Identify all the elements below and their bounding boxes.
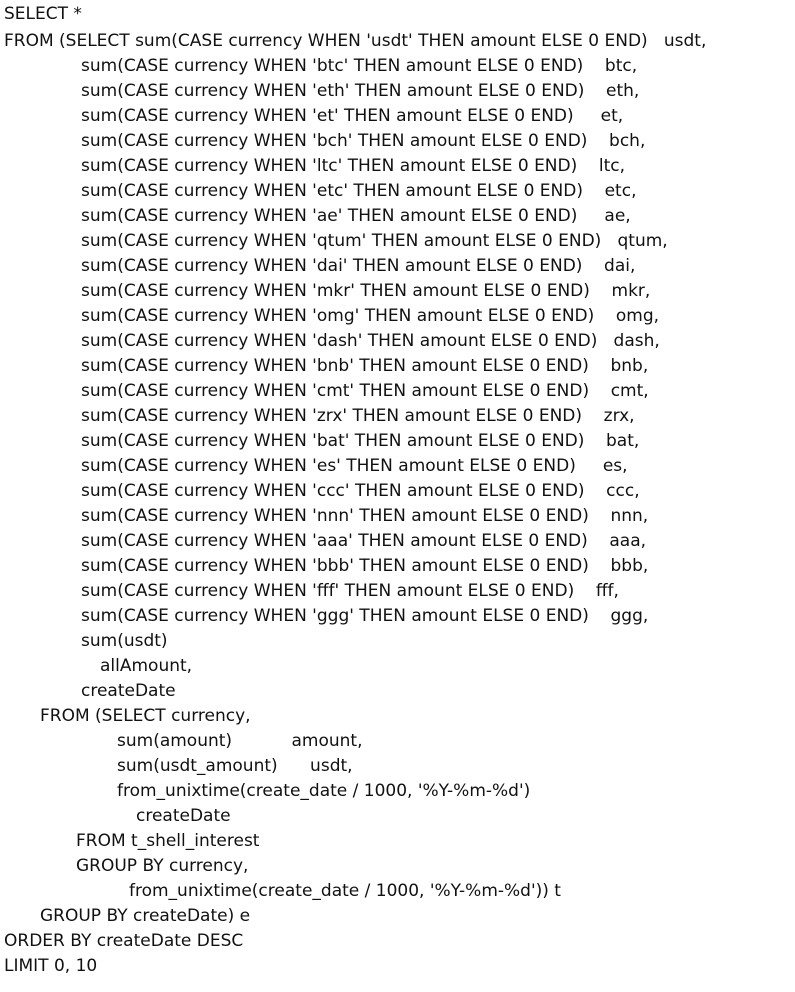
code-line: sum(CASE currency WHEN 'dai' THEN amount ELSE 0 END) dai, (81, 256, 636, 276)
code-line: sum(CASE currency WHEN 'omg' THEN amount ELSE 0 END) omg, (81, 306, 660, 326)
code-line: sum(CASE currency WHEN 'bnb' THEN amount ELSE 0 END) bnb, (81, 356, 649, 376)
code-line: SELECT * (4, 4, 82, 24)
code-line: sum(CASE currency WHEN 'bbb' THEN amount ELSE 0 END) bbb, (81, 556, 649, 576)
code-line: sum(CASE currency WHEN 'ltc' THEN amount ELSE 0 END) ltc, (81, 156, 625, 176)
code-line: FROM (SELECT currency, (40, 706, 251, 726)
code-line: sum(usdt) (81, 631, 168, 651)
code-line: sum(CASE currency WHEN 'et' THEN amount ELSE 0 END) et, (81, 106, 624, 126)
code-line: sum(CASE currency WHEN 'mkr' THEN amount ELSE 0 END) mkr, (81, 281, 651, 301)
code-line: sum(CASE currency WHEN 'es' THEN amount ELSE 0 END) es, (81, 456, 628, 476)
code-line: sum(CASE currency WHEN 'etc' THEN amount ELSE 0 END) etc, (81, 181, 637, 201)
code-line: sum(CASE currency WHEN 'btc' THEN amount ELSE 0 END) btc, (81, 56, 638, 76)
code-line: sum(CASE currency WHEN 'aaa' THEN amount ELSE 0 END) aaa, (81, 531, 647, 551)
code-line: allAmount, (100, 656, 193, 676)
code-line: sum(CASE currency WHEN 'ccc' THEN amount ELSE 0 END) ccc, (81, 481, 640, 501)
code-line: GROUP BY currency, (76, 856, 249, 876)
code-line: FROM t_shell_interest (76, 831, 260, 851)
code-line: sum(amount) amount, (117, 731, 363, 751)
code-line: sum(CASE currency WHEN 'ae' THEN amount ELSE 0 END) ae, (81, 206, 631, 226)
code-line: sum(usdt_amount) usdt, (117, 756, 353, 776)
code-line: ORDER BY createDate DESC (4, 931, 244, 951)
code-line: createDate (136, 806, 231, 826)
code-line: sum(CASE currency WHEN 'ggg' THEN amount ELSE 0 END) ggg, (81, 606, 649, 626)
code-line: GROUP BY createDate) e (40, 906, 251, 926)
code-line: sum(CASE currency WHEN 'zrx' THEN amount ELSE 0 END) zrx, (81, 406, 635, 426)
code-line: LIMIT 0, 10 (4, 956, 98, 976)
code-line: sum(CASE currency WHEN 'nnn' THEN amount ELSE 0 END) nnn, (81, 506, 649, 526)
code-line: from_unixtime(create_date / 1000, '%Y-%m-%d') (117, 781, 531, 801)
code-line: sum(CASE currency WHEN 'qtum' THEN amount ELSE 0 END) qtum, (81, 231, 668, 251)
code-line: from_unixtime(create_date / 1000, '%Y-%m-%d')) t (129, 881, 561, 901)
code-line: sum(CASE currency WHEN 'fff' THEN amount ELSE 0 END) fff, (81, 581, 619, 601)
code-line: FROM (SELECT sum(CASE currency WHEN 'usdt' THEN amount ELSE 0 END) usdt, (4, 31, 707, 51)
code-line: sum(CASE currency WHEN 'bch' THEN amount ELSE 0 END) bch, (81, 131, 646, 151)
code-line: sum(CASE currency WHEN 'bat' THEN amount ELSE 0 END) bat, (81, 431, 640, 451)
code-line: sum(CASE currency WHEN 'dash' THEN amount ELSE 0 END) dash, (81, 331, 660, 351)
code-line: createDate (81, 681, 176, 701)
code-line: sum(CASE currency WHEN 'cmt' THEN amount ELSE 0 END) cmt, (81, 381, 649, 401)
code-line: sum(CASE currency WHEN 'eth' THEN amount ELSE 0 END) eth, (81, 81, 640, 101)
